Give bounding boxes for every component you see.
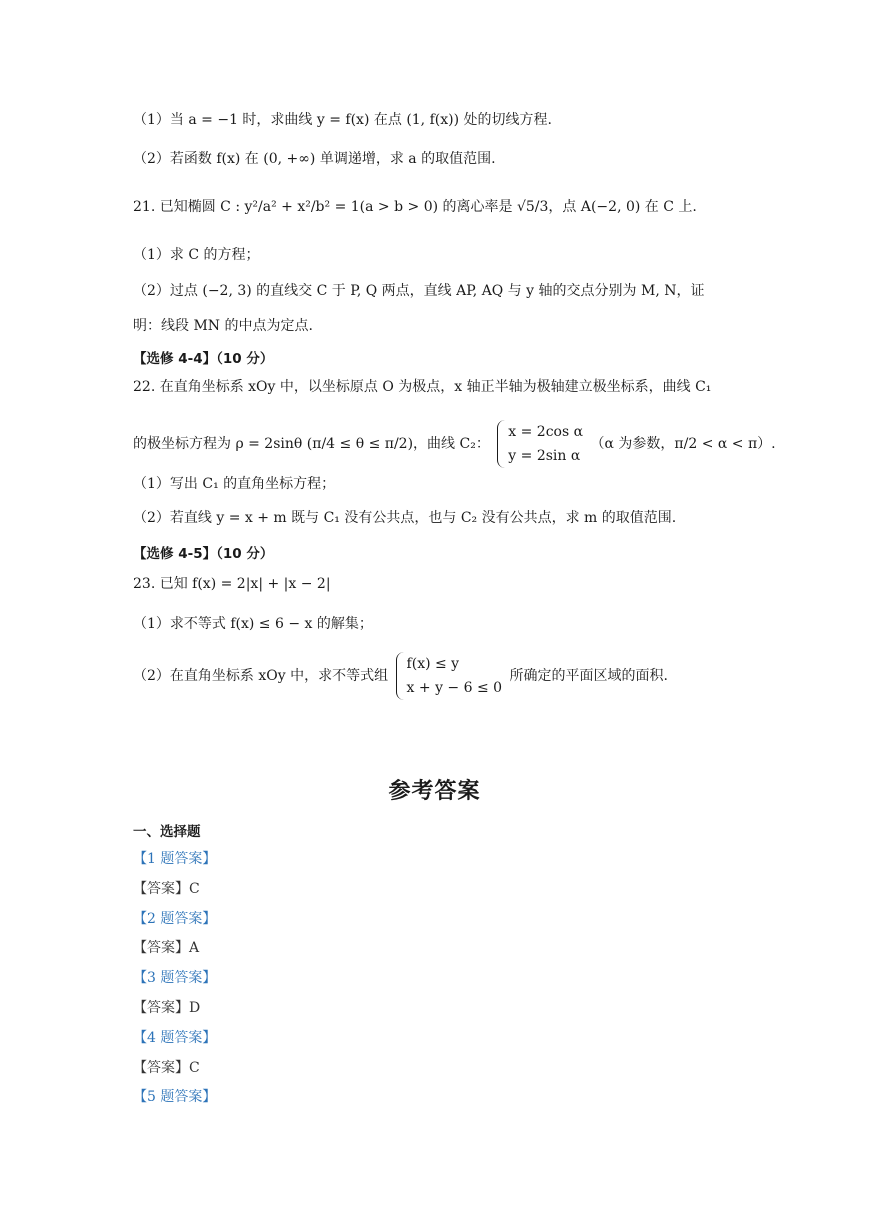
section-heading-4-5: 【选修 4-5】（10 分） xyxy=(133,546,274,562)
answer-heading-link[interactable]: 【3 题答案】 xyxy=(133,970,217,986)
answer-heading-link[interactable]: 【4 题答案】 xyxy=(133,1030,217,1046)
q20-part2: （2）若函数 f(x) 在 (0, +∞) 单调递增，求 a 的取值范围. xyxy=(133,151,496,167)
q22-polar-equation: 的极坐标方程为 ρ = 2sinθ (π/4 ≤ θ ≤ π/2)，曲线 C₂： xyxy=(133,436,490,452)
q22-curve-y: y = 2sin α xyxy=(508,448,581,464)
answer-heading-link[interactable]: 【1 题答案】 xyxy=(133,851,217,867)
section-heading-4-4: 【选修 4-4】（10 分） xyxy=(133,351,274,367)
q22-stem-line1: 22. 在直角坐标系 xOy 中，以坐标原点 O 为极点，x 轴正半轴为极轴建立极坐标系，曲线 C₁ xyxy=(133,379,712,395)
q22-part1: （1）写出 C₁ 的直角坐标方程； xyxy=(133,476,336,492)
q22-part2: （2）若直线 y = x + m 既与 C₁ 没有公共点，也与 C₂ 没有公共点，求 m 的取值范围. xyxy=(133,510,677,526)
q23-part2-intro: （2）在直角坐标系 xOy 中，求不等式组 xyxy=(133,668,389,684)
q22-curve-x: x = 2cos α xyxy=(508,424,584,440)
q23-part1: （1）求不等式 f(x) ≤ 6 − x 的解集； xyxy=(133,616,373,632)
q23-stem: 23. 已知 f(x) = 2|x| + |x − 2| xyxy=(133,576,331,592)
answers-section-heading: 一、选择题 xyxy=(133,824,201,840)
q21-part2-line1: （2）过点 (−2, 3) 的直线交 C 于 P, Q 两点，直线 AP, AQ 与 y 轴的交点分别为 M, N，证 xyxy=(133,283,705,299)
q23-inequality-1: f(x) ≤ y xyxy=(406,656,460,672)
q23-part2 xyxy=(133,652,741,700)
answer-value: 【答案】A xyxy=(133,940,200,956)
q21-part1: （1）求 C 的方程； xyxy=(133,247,260,263)
q21-part2-line2: 明：线段 MN 的中点为定点. xyxy=(133,318,313,334)
answer-heading-link[interactable]: 【2 题答案】 xyxy=(133,911,217,927)
q22-stem-line2 xyxy=(133,420,776,468)
answer-heading-link[interactable]: 【5 题答案】 xyxy=(133,1089,217,1105)
answer-value: 【答案】C xyxy=(133,881,200,897)
q23-inequality-2: x + y − 6 ≤ 0 xyxy=(406,680,503,696)
q22-parametric-system xyxy=(497,420,583,468)
q22-parameter-range: （α 为参数，π/2 < α < π）. xyxy=(590,436,776,452)
answer-value: 【答案】D xyxy=(133,1000,201,1016)
q20-part1: （1）当 a = −1 时，求曲线 y = f(x) 在点 (1, f(x)) 处的切线方程. xyxy=(133,112,552,128)
answers-title: 参考答案 xyxy=(388,779,481,804)
q23-part2-outro: 所确定的平面区域的面积. xyxy=(509,668,668,684)
answer-value: 【答案】C xyxy=(133,1060,200,1076)
q21-stem: 21. 已知椭圆 C : y²/a² + x²/b² = 1(a > b > 0) 的离心率是 √5/3，点 A(−2, 0) 在 C 上. xyxy=(133,199,697,215)
q23-inequality-system xyxy=(396,652,503,700)
